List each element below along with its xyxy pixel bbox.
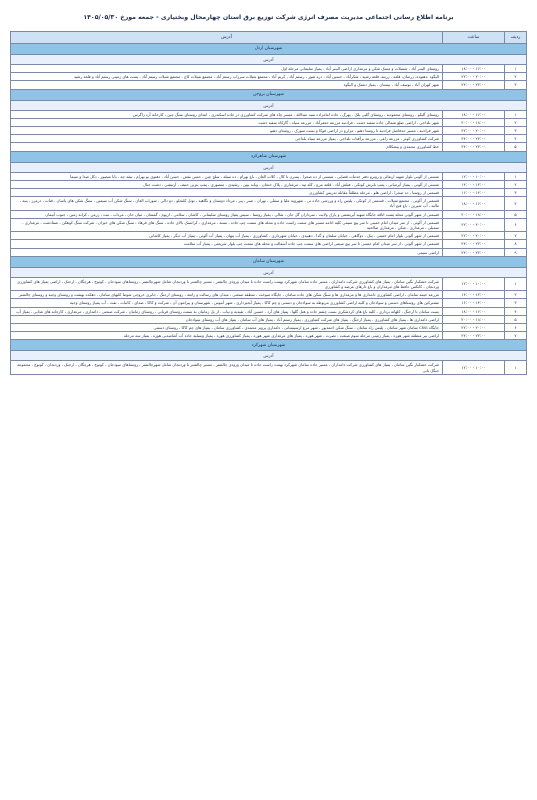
- row-number: ۷: [505, 232, 527, 240]
- row-description: قسمتی از آلونی ، از سر میدان امام خمینی تا سر پیچ سیمی کلیه ادامه مسیر های سمت راست جاده و محله های سمت چپ جاده ، بسته ، مرغداری ، کرانسک بالای جاده ، سنگ های فرهاد ، سنگ شکن های خیزان ، شرکت سنگ کوهکن ، صفادشت ، مرغداری ، سمبلی ، مرغداری ، شکن ، مرغداری صالحیه: [11, 218, 443, 231]
- row-number: ۵: [505, 210, 527, 218]
- table-row: [11, 135, 527, 143]
- table-row: [11, 110, 527, 118]
- row-time: ۲۲:۰۰ - ۲۴:۰۰: [443, 240, 505, 248]
- table-row: [11, 143, 527, 151]
- row-time: ۱۴:۰۰ - ۱۶:۰۰: [443, 189, 505, 197]
- address-label: آدرس: [11, 351, 527, 361]
- row-time: ۱۴:۰۰ - ۱۶:۰۰: [443, 299, 505, 307]
- row-number: ۲: [505, 291, 527, 299]
- table-row: [11, 324, 527, 332]
- address-label-row: [11, 100, 527, 110]
- table-row: [11, 65, 527, 73]
- row-description: شستی از آلونی ، پمپاژ آبرسانی ، پمپ بابرش کوتکی ، فیلش آباد ، قلعه مرغ ، کله تپه ، مرغداری ، پلاک خنجان ، وباید بپین ، رشیدی ، منصوری ، پمپ بنزین حنیف ، آرتیشی ، دشت جنال: [11, 180, 443, 188]
- row-number: ۱: [505, 65, 527, 73]
- row-time: ۲۲:۰۰ - ۲۴:۰۰: [443, 248, 505, 256]
- county-name: شهرستان شاهرکرد: [11, 151, 527, 162]
- row-number: ۲: [505, 180, 527, 188]
- row-description: شهر بلداجی ، اراضی ضلع شمالی جاده سفید دشت ، فرادنبه مزرعه جعفرآباد - مزرعه سیاه ، گارکاه سفید دشت: [11, 118, 443, 126]
- table-row: [11, 299, 527, 307]
- table-row: [11, 81, 527, 89]
- table-row: [11, 197, 527, 210]
- row-time: ۱۶:۰۰ - ۱۸:۰۰: [443, 65, 505, 73]
- row-description: قسمتی از آلونی ، مجتمع شیلات ، قسمتی از کوتکی ، پلیس راه و ورزشی جاده نی ، شهرویه علیا و سفلی ، نهران ، صبر ، پیر ، مرداد دوستان و نگاهیه ، تونل کلنجلو ، دو دالی ، شوراب الغان ، سنگ شکن آب سیمین ، سنگ شکن های یاسان ، قنات ، درمرز ، پنبه ، مالیه ، آب شیرین ، باغ فتح آباد: [11, 197, 443, 210]
- row-time: ۲۲:۰۰ - ۲۴:۰۰: [443, 143, 505, 151]
- row-time: ۲۲:۰۰ - ۲۴:۰۰: [443, 332, 505, 340]
- row-number: ۱: [505, 110, 527, 118]
- row-number: ۲: [505, 73, 527, 81]
- table-row: [11, 118, 527, 126]
- row-description: شهر کهران آباد ، بوسف آباد ، بیستان ، پمپاژ دشتک و الیگود: [11, 81, 443, 89]
- row-time: ۱۶:۰۰ - ۱۸:۰۰: [443, 110, 505, 118]
- row-number: ۴: [505, 197, 527, 210]
- row-time: ۲۰:۰۰ - ۲۲:۰۰: [443, 73, 505, 81]
- table-row: [11, 332, 527, 340]
- row-number: ۵: [505, 143, 527, 151]
- row-time: ۲۰:۰۰ - ۲۲:۰۰: [443, 127, 505, 135]
- row-description: مشترکین های روستاهای دستنی و سوادجان و کلیه اراضی کشاورزی مربوطه به سوادجان و دستنی و چم کاکا ، پمپاژ آبخیزداری ، شهر آبنوس ، شهرستان و پیرامون آن ، شرکت و کاکا ، صدای ، کاتبات ، نفت ، آب پمپاژ روستای وجیه: [11, 299, 443, 307]
- address-label: آدرس: [11, 100, 527, 110]
- table-row: [11, 189, 527, 197]
- row-description: روستای الینبر آباد ، شمیلات و مسک شکن و مرغداری اراضی الینبر آباد - پمپاژ سلیمانی مرحله اول: [11, 65, 443, 73]
- row-time: ۲۲:۰۰ - ۲۴:۰۰: [443, 81, 505, 89]
- address-label-row: [11, 55, 527, 65]
- table-row: [11, 127, 527, 135]
- row-number: ۲: [505, 118, 527, 126]
- row-number: ۵: [505, 315, 527, 323]
- table-row: [11, 307, 527, 315]
- table-row: [11, 291, 527, 299]
- table-header-row: [11, 32, 527, 44]
- row-time: ۱۸:۰۰ - ۲۰:۰۰: [443, 315, 505, 323]
- county-name: شهرستان شهرکرد: [11, 340, 527, 351]
- row-number: ۸: [505, 240, 527, 248]
- table-row: [11, 315, 527, 323]
- address-label: آدرس: [11, 267, 527, 277]
- row-time: ۲۰:۰۰ - ۲۲:۰۰: [443, 324, 505, 332]
- row-description: بست سامان تا ارجنگ ، کلهانه برداری ، کلیه باغ های کردشکری بست چشم جاده و هتل گلها ، پمپاژ های آرد ، حسین آباد ، تقیدیه و نیاب ، از پل زمانیان به سمت روستای قربانی ، روستای زمانیان ، شرکت صنعتی ، دامداری ، مرغداری ، کارخانه های غذایی ، پمپاژ آب: [11, 307, 443, 315]
- row-description: روستای آلیکو ، روستای محمودیه ، روستای گلبی بلک - بهرگ ، جاده امامزاده سید عبدالله - مسیر چاه های شرکت کشاورزی در جاده اسکندری ، ابتدای روستای سنگ چین ، کارخانه آرد زاگرس: [11, 110, 443, 118]
- row-time: ۱۰:۰۰ - ۱۲:۰۰: [443, 172, 505, 180]
- row-description: قسمتی از شهر آلونی محله پشت اتاقه جایگاه شهید آبریشمی و پارک ولایت ، سرداران گل جان ، شالی ، پمپاژ روستا ، سپس پمپاژ روستای سلیمانی ، کاشان ، سلامی ، اریوم ، گمشان ، میان خان ، مرداب ، تبت ، زرمن ، کرانه زمین ، جنوب آبیمان: [11, 210, 443, 218]
- table-row: [11, 180, 527, 188]
- row-time: ۱۰:۰۰ - ۱۲:۰۰: [443, 277, 505, 290]
- header-address: آدرس: [11, 32, 443, 44]
- row-description: خط کشاورزی محمدی و پیشکلام: [11, 143, 443, 151]
- row-number: ۳: [505, 299, 527, 307]
- document-title: برنامه اطلاع رسانی اجتماعی مدیریت مصرف انرژی شرکت توزیع برق استان چهارمحال وبختیاری - جمعه مورخ ۱۴۰۵/۰۵/۳۰: [83, 14, 454, 21]
- row-time: ۲۰:۰۰ - ۲۲:۰۰: [443, 218, 505, 231]
- row-description: شرکت خشکبار نگین سامان ، پمپاژ های کشاورزی شرکت دامداران ، مسیر جاده سامان شهرکرد بهمت راست جاده تا میدان ورودی چالشتر ، مسیر چالشتر تا وردنجان شامل شهرچالشتر ، روستاهای سودجان ، کوتوچ ، هرچگان ، ارجنک ، وردنجان ، کوتوچ ، مجموعه جنگل بانی: [11, 361, 443, 374]
- row-description: شرکت خشکبار نگین سامان ، پمپاژ های کشاورزی شرکت دامداران ، مسیر جاده سامان شهرکرد بهمت راست جاده تا میدان ورودی چالشتر ، مسیر چالشتر تا وردنجان شامل شهرچالشتر ، روستاهای سودجان ، کوتوچ ، هرچگان ، ارجنک ، اراضی پمپاژ های کشاورزی وردنجان ، کانکس حافظ های مرغداران و باغ دارهای عرضه و کشاورزی: [11, 277, 443, 290]
- row-time: ۱۲:۰۰ - ۱۴:۰۰: [443, 291, 505, 299]
- row-description: قسمتی از شهر آلونی بلوار امام خمینی ، پتک ، دوگاهی ، خیابان سلمان و گدا ، دهبیدی ، خیابان شهرداری ، کشاورزی ، پمپاژ آب پنهان ، پمپاژ آب آلونی ، پمپاژ آب دیگر ، پمپاژ کاشانی: [11, 232, 443, 240]
- county-name: شهرستان بروجن: [11, 89, 527, 100]
- row-description: قسمتی از روستا ، ده صحرا ، اراضی هلو ، مرحله مطلقاً مقابله تدریس کشاورزی: [11, 189, 443, 197]
- schedule-table-body: [11, 32, 527, 375]
- address-label-row: [11, 162, 527, 172]
- table-row: [11, 248, 527, 256]
- row-time: ۲۰:۰۰ - ۲۲:۰۰: [443, 232, 505, 240]
- county-row: [11, 89, 527, 100]
- row-time: ۲۲:۰۰ - ۲۴:۰۰: [443, 135, 505, 143]
- row-time: ۱۰:۰۰ - ۱۲:۰۰: [443, 361, 505, 374]
- row-number: ۳: [505, 189, 527, 197]
- row-description: اراضی دامداری ها ، پمپاژ های کشاورزی ، پمپاژ ارجنگ ، پمپاژ های شرکت کشاورزی ، پمپاژ رستم آباد ، پمپاژ های آب سامان ، پمپاژ های آب روستای سوادجان: [11, 315, 443, 323]
- row-description: شستی از آلونی بلوار شهید اربعائی و روبرو دفتر خدمات قضایی ، شستی از ده صحرا ، پسرن تا کال ، کلات الغان ، باغ بهرام ، ده سیله ، سلح چین ، حسن نقش ، حسن آباد ، دهنوی بو بهرام ، تیقه چه ، بابا منصور ، دکل صدا و سیما: [11, 172, 443, 180]
- row-time: ۱۶:۰۰ - ۱۸:۰۰: [443, 307, 505, 315]
- table-row: [11, 172, 527, 180]
- row-number: ۷: [505, 332, 527, 340]
- table-row: [11, 240, 527, 248]
- row-description: اراضی سیمی: [11, 248, 443, 256]
- row-description: الیگود ،دهنوده، زرمنان، قلعه ، زرنیه، قلعه رشید ، شکرآباد ، حسین آباد ، دره شور ، رستم آباد ، کریم آباد ، مجتمع شیلات سرزاب رستم آباد ، مجتمع شیلات کاج ، مجتمع شیلات رستم آباد - پست های زمینی رستم آباد و قلعه رشید: [11, 73, 443, 81]
- table-row: [11, 218, 527, 231]
- table-row: [11, 73, 527, 81]
- address-label: آدرس: [11, 55, 527, 65]
- row-description: جایگاه CNG سامان شهر سامان ، پلیس راه سامان ، سنگ شکن احمدپور ، شهر مرغ ارسیستانی ، دامداری پرویز محمدی ، کشاورزی سامان ، پمپاژ های چم کاکا ، روستای دستنی: [11, 324, 443, 332]
- row-description: شرکت کشاورزی کوثر ، مزرعه زاغی ، مزرعه برآفتاب بلداجی ، پمپاژ مزرعه سیاه بلداجی: [11, 135, 443, 143]
- schedule-table: [10, 31, 527, 375]
- row-time: ۱۸:۰۰ - ۲۰:۰۰: [443, 118, 505, 126]
- table-row: [11, 210, 527, 218]
- county-name: شهرستان اردل: [11, 44, 527, 55]
- address-label-row: [11, 351, 527, 361]
- county-name: شهرستان سامان: [11, 256, 527, 267]
- row-time: ۱۲:۰۰ - ۱۴:۰۰: [443, 180, 505, 188]
- row-description: مزرعه خیمه سامان ، اراضی کشاورزی دامداری ها و مرغداری ها و سنگ شکن های جاده سامان ، جایگاه سوخت ، منطقه صنعتی ، میدان های رسالت و رابعه ، روستای ارجنگ ، جابری خروجی شوط کلیهای سامان ، دهکده بهشت و روستای وجیه و روستای چالشتر: [11, 291, 443, 299]
- row-number: ۱: [505, 361, 527, 374]
- county-row: [11, 340, 527, 351]
- row-number: ۹: [505, 248, 527, 256]
- row-number: ۴: [505, 135, 527, 143]
- table-row: [11, 277, 527, 290]
- header-time: ساعت: [443, 32, 505, 44]
- county-row: [11, 256, 527, 267]
- row-number: ۱: [505, 172, 527, 180]
- row-description: اراضی بیر منطقه شهر هوره ، پمپاژ زمینی مرحله سوم صنعت ، نصرت ، شهر هوره ، پمپاژ های مرغداری شهر هوره ، پمپاژ کشاورزی هوره ، پمپاژ وسیلیه جاده آب آشامیدنی هوره ، پمپاژ سه مرحله: [11, 332, 443, 340]
- row-number: ۱: [505, 277, 527, 290]
- address-label-row: [11, 267, 527, 277]
- row-number: ۴: [505, 307, 527, 315]
- address-label: آدرس: [11, 162, 527, 172]
- county-row: [11, 44, 527, 55]
- header-row-number: ردیف: [505, 32, 527, 44]
- row-number: ۶: [505, 218, 527, 231]
- row-number: ۳: [505, 127, 527, 135]
- row-description: قسمتی از شهر آلونی ، از سر میدان امام خمینی تا سر پیچ سیمی اراضی های سمت چپ جاده آسفالت و محله های سمت چپ بلوار شریعتی ، پمپاژ آب سلامت: [11, 240, 443, 248]
- row-time: ۱۶:۰۰ - ۱۸:۰۰: [443, 197, 505, 210]
- table-row: [11, 361, 527, 374]
- row-time: ۱۸:۰۰ - ۲۰:۰۰: [443, 210, 505, 218]
- row-number: ۳: [505, 81, 527, 89]
- county-row: [11, 151, 527, 162]
- row-number: ۶: [505, 324, 527, 332]
- row-description: شهر فرادنبه ، مسیر حدفاصل فرادنبه تا روستا دهنو ، مزارع در اراضی فوکا و بست سورک ، روستای دهنو: [11, 127, 443, 135]
- table-row: [11, 232, 527, 240]
